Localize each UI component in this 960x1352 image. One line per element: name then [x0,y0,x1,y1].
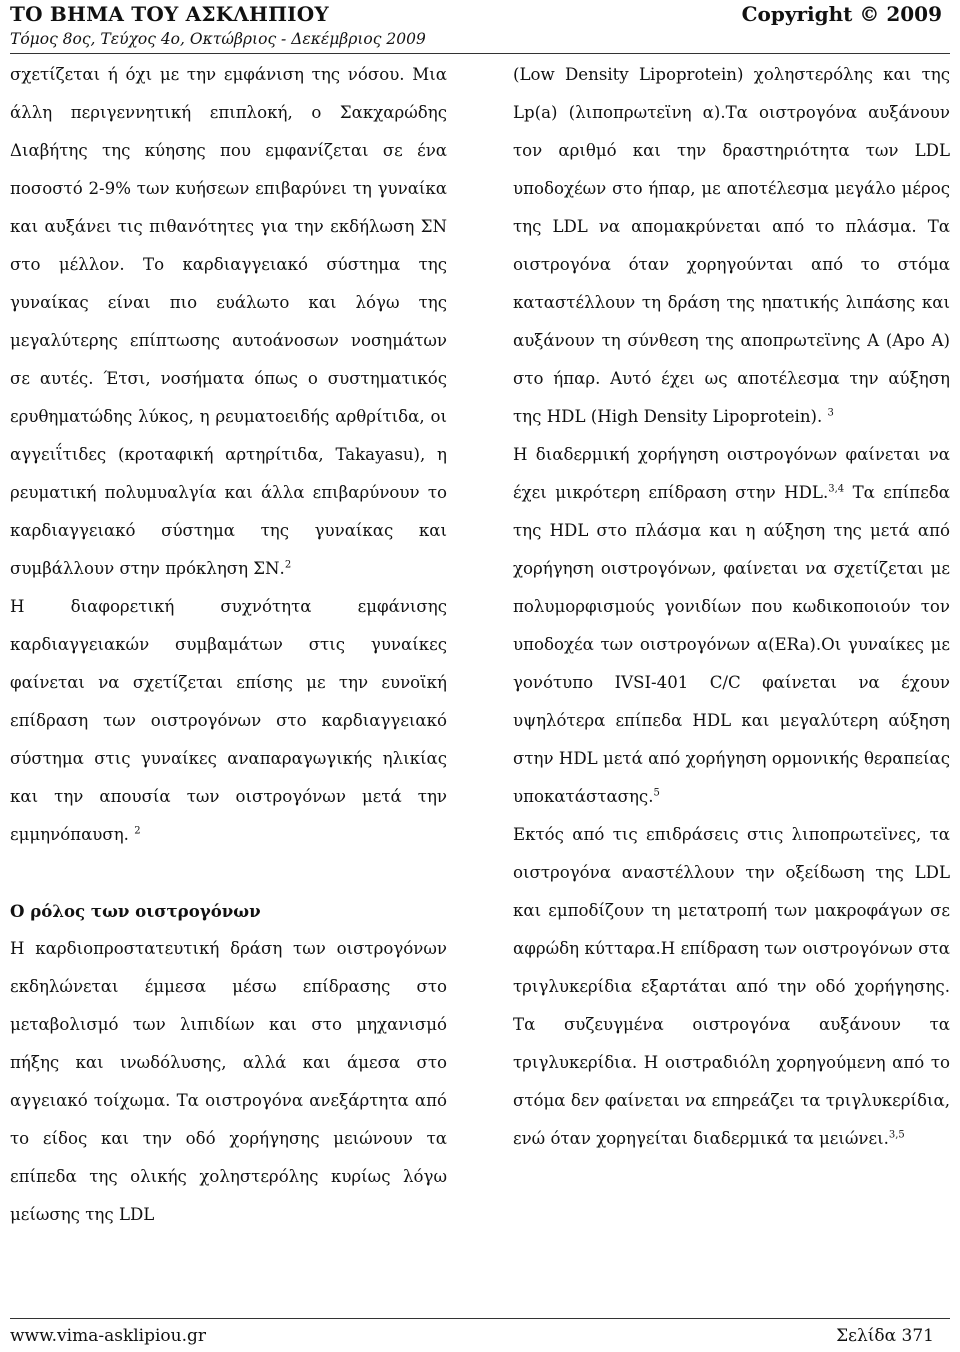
section-heading: Ο ρόλος των οιστρογόνων [10,901,261,921]
right-paragraph-3-text: Εκτός από τις επιδράσεις στις λιποπρωτεϊνες, τα οιστρογόνα αναστέλλουν την οξείδωση της LDL και εμποδίζουν τη μετατροπή των μακροφάγων σε αφρώδη κύτταρα.Η επίδραση των οιστρογόνων στα τριγλυκερίδια εξαρτάται από την οδό χορήγησης. Τα συζευγμένα οιστρογόνα αυξάνουν τα τριγλυκερίδια. Η οιστραδιόλη χορηγούμενη από το στόμα δεν φαίνεται να επηρεάζει τα τριγλυκερίδια, ενώ όταν χορηγείται διαδερμικά τα μειώνει. [513,825,950,1148]
page-number: Σελίδα 371 [836,1326,934,1346]
citation-ref: 5 [653,787,660,799]
left-paragraph-3: Η καρδιοπροστατευτική δράση των οιστρογόνων εκδηλώνεται έμμεσα μέσω επίδρασης στο μεταβολισμό των λιπιδίων και στο μηχανισμό πήξης και ινωδόλυσης, αλλά και άμεσα στο αγγειακό τοίχωμα. Τα οιστρογόνα ανεξάρτητα από το είδος και την οδό χορήγησης μειώνουν τα επίπεδα της ολικής χοληστερόλης κυρίως λόγω μείωσης της LDL [10,939,447,1224]
header-divider [10,53,950,54]
citation-ref: 2 [134,825,141,837]
citation-ref: 3,4 [828,483,845,495]
right-paragraph-2b-text: Τα επίπεδα της HDL στο πλάσμα και η αύξηση της μετά από χορήγηση οιστρογόνων, φαίνεται να σχετίζεται με πολυμορφισμούς γονιδίων που κωδικοποιούν τον υποδοχέα των οιστρογόνων α(ERa).Οι γυναίκες με γονότυπο IVSI-401 C/C φαίνεται να έχουν υψηλότερα επίπεδα HDL και μεγαλύτερη αύξηση στην HDL μετά από χορήγηση ορμονικής θεραπείας υποκατάστασης. [513,483,950,806]
journal-title: ΤΟ ΒΗΜΑ ΤΟΥ ΑΣΚΛΗΠΙΟΥ [10,2,329,26]
citation-ref: 3 [827,407,834,419]
right-column [513,56,950,1158]
copyright-notice: Copyright © 2009 [741,2,942,26]
issue-info: Τόμος 8ος, Τεύχος 4ο, Οκτώβριος - Δεκέμβριος 2009 [10,30,426,48]
website-link[interactable]: www.vima-asklipiou.gr [10,1326,207,1346]
right-paragraph-1-text: (Low Density Lipoprotein) χοληστερόλης και της Lp(a) (λιποπρωτεϊνη α).Τα οιστρογόνα αυξάνουν τον αριθμό και την δραστηριότητα των LDL υποδοχέων στο ήπαρ, με αποτέλεσμα μεγάλο μέρος της LDL να απομακρύνεται από το πλάσμα. Τα οιστρογόνα όταν χορηγούνται από το στόμα καταστέλλουν τη δράση της ηπατικής λιπάσης και αυξάνουν τη σύνθεση της αποπρωτεϊνης Α (Apo A) στο ήπαρ. Αυτό έχει ως αποτέλεσμα την αύξηση της HDL (High Density Lipoprotein). [513,65,950,426]
citation-ref: 2 [284,559,292,571]
right-paragraph-1 [513,56,950,436]
left-column [10,56,447,1234]
left-paragraph-2-text: Η διαφορετική συχνότητα εμφάνισης καρδιαγγειακών συμβαμάτων στις γυναίκες φαίνεται να σχετίζεται επίσης με την ευνοϊκή επίδραση των οιστρογόνων στο καρδιαγγειακό σύστημα στις γυναίκες αναπαραγωγικής ηλικίας και την απουσία των οιστρογόνων μετά την εμμηνόπαυση. [10,597,447,844]
right-paragraph-3 [513,816,950,1158]
left-paragraph-1 [10,56,447,588]
right-paragraph-2a-text: Η διαδερμική χορήγηση οιστρογόνων φαίνεται να έχει μικρότερη επίδραση στην HDL. [513,445,950,502]
footer-divider [10,1318,950,1319]
left-paragraph-2 [10,588,447,854]
citation-ref: 3,5 [888,1129,905,1141]
right-paragraph-2 [513,436,950,816]
left-paragraph-1-text: σχετίζεται ή όχι με την εμφάνιση της νόσου. Μια άλλη περιγεννητική επιπλοκή, ο Σακχαρώδης Διαβήτης της κύησης που εμφανίζεται σε ένα ποσοστό 2-9% των κυήσεων επιβαρύνει τη γυναίκα και αυξάνει τις πιθανότητες για την εκδήλωση ΣΝ στο μέλλον. Το καρδιαγγειακό σύστημα της γυναίκας είναι πιο ευάλωτο και λόγω της μεγαλύτερης επίπτωσης αυτοάνοσων νοσημάτων σε αυτές. Έτσι, νοσήματα όπως ο συστηματικός ερυθηματώδης λύκος, η ρευματοειδής αρθρίτιδα, οι αγγειΐτιδες (κροταφική αρτηρίτιδα, Takayasu), η ρευματική πολυμυαλγία και άλλα επιβαρύνουν το καρδιαγγειακό σύστημα της γυναίκας και συμβάλλουν στην πρόκληση ΣΝ. [10,65,447,578]
